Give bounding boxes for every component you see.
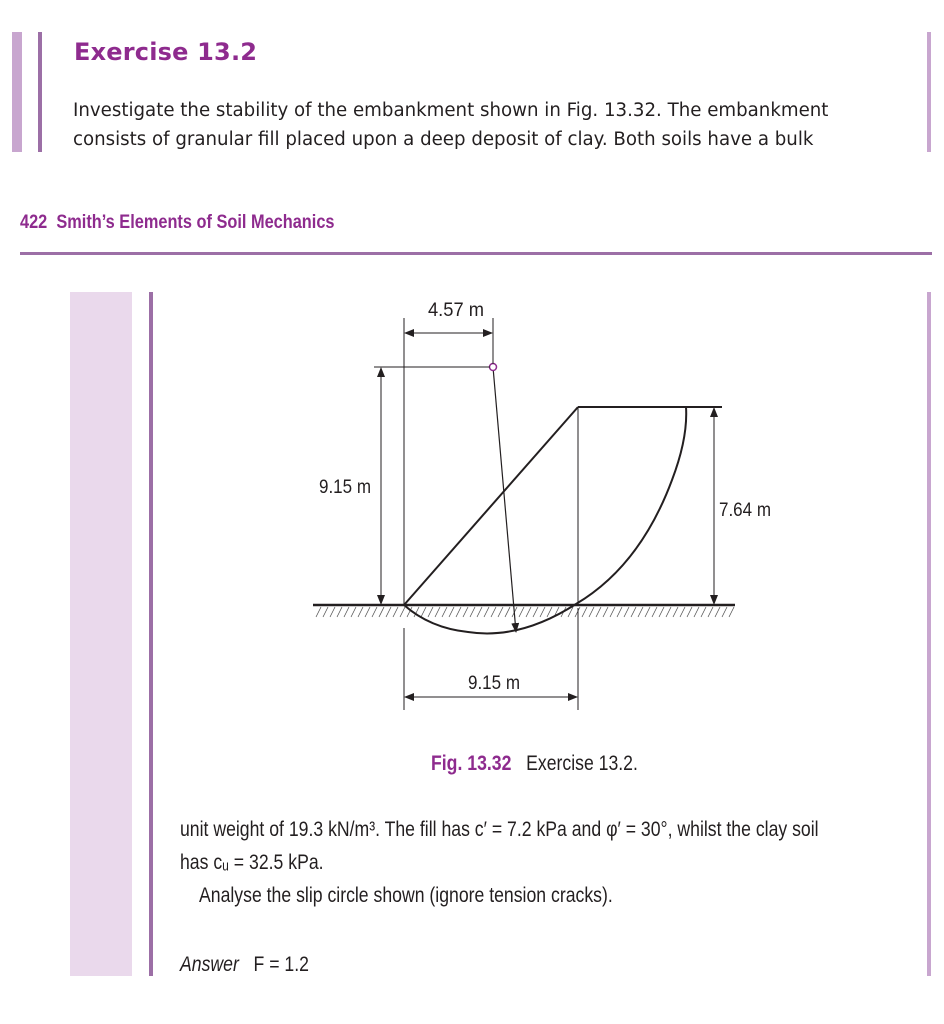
hatch-stroke <box>505 607 510 617</box>
hatch-stroke <box>617 607 622 617</box>
hatch-stroke <box>715 607 720 617</box>
caption-text: Exercise 13.2. <box>526 752 638 775</box>
hatch-stroke <box>484 607 489 617</box>
continuation-line-2: has cᵤ = 32.5 kPa. <box>180 851 324 874</box>
hatch-stroke <box>386 607 391 617</box>
hatch-stroke <box>603 607 608 617</box>
intro-line-1: Investigate the stability of the embankment shown in Fig. 13.32. The embankment <box>73 100 829 121</box>
hatch-stroke <box>631 607 636 617</box>
hatch-stroke <box>526 607 531 617</box>
hatch-stroke <box>624 607 629 617</box>
hatch-stroke <box>372 607 377 617</box>
hatch-stroke <box>610 607 615 617</box>
hatch-stroke <box>379 607 384 617</box>
hatch-stroke <box>442 607 447 617</box>
hatch-stroke <box>540 607 545 617</box>
hatch-stroke <box>659 607 664 617</box>
embankment-slope <box>404 407 578 605</box>
figure-caption <box>431 752 638 776</box>
exercise-title: Exercise 13.2 <box>74 38 258 66</box>
hatch-stroke <box>491 607 496 617</box>
hatch-stroke <box>533 607 538 617</box>
hatch-stroke <box>547 607 552 617</box>
hatch-stroke <box>589 607 594 617</box>
intro-line-2: consists of granular fill placed upon a deep deposit of clay. Both soils have a bulk <box>73 129 814 150</box>
hatch-stroke <box>393 607 398 617</box>
hatch-stroke <box>519 607 524 617</box>
hatch-stroke <box>316 607 321 617</box>
hatch-stroke <box>694 607 699 617</box>
hatch-stroke <box>701 607 706 617</box>
hatch-stroke <box>421 607 426 617</box>
hatch-stroke <box>330 607 335 617</box>
circle-centre-marker <box>490 364 497 371</box>
hatch-stroke <box>428 607 433 617</box>
book-title: Smith’s Elements of Soil Mechanics <box>56 212 335 233</box>
hatch-stroke <box>449 607 454 617</box>
hatch-stroke <box>596 607 601 617</box>
label-centre-height: 9.15 m <box>319 477 371 498</box>
hatch-stroke <box>729 607 734 617</box>
hatch-stroke <box>456 607 461 617</box>
ground-hatching <box>316 607 734 617</box>
hatch-stroke <box>638 607 643 617</box>
hatch-stroke <box>365 607 370 617</box>
hatch-stroke <box>400 607 405 617</box>
answer-label: Answer <box>180 953 239 976</box>
hatch-stroke <box>708 607 713 617</box>
hatch-stroke <box>652 607 657 617</box>
label-base-chord: 9.15 m <box>468 673 520 694</box>
hatch-stroke <box>337 607 342 617</box>
hatch-stroke <box>358 607 363 617</box>
hatch-stroke <box>344 607 349 617</box>
hatch-stroke <box>323 607 328 617</box>
hatch-stroke <box>680 607 685 617</box>
hatch-stroke <box>722 607 727 617</box>
continuation-line-3: Analyse the slip circle shown (ignore tension cracks). <box>199 884 613 907</box>
hatch-stroke <box>666 607 671 617</box>
label-embankment-height: 7.64 m <box>719 500 771 521</box>
hatch-stroke <box>687 607 692 617</box>
caption-number: Fig. 13.32 <box>431 752 512 775</box>
slip-circle <box>404 407 686 633</box>
page-number: 422 <box>20 212 48 233</box>
hatch-stroke <box>645 607 650 617</box>
continuation-line-1: unit weight of 19.3 kN/m³. The fill has c′ = 7.2 kPa and φ′ = 30°, whilst the clay soil <box>180 818 819 841</box>
hatch-stroke <box>498 607 503 617</box>
hatch-stroke <box>463 607 468 617</box>
hatch-stroke <box>470 607 475 617</box>
hatch-stroke <box>582 607 587 617</box>
hatch-stroke <box>477 607 482 617</box>
label-centre-offset: 4.57 m <box>428 300 484 321</box>
answer-line <box>180 953 309 977</box>
hatch-stroke <box>673 607 678 617</box>
hatch-stroke <box>435 607 440 617</box>
hatch-stroke <box>351 607 356 617</box>
answer-value: F = 1.2 <box>253 953 309 976</box>
